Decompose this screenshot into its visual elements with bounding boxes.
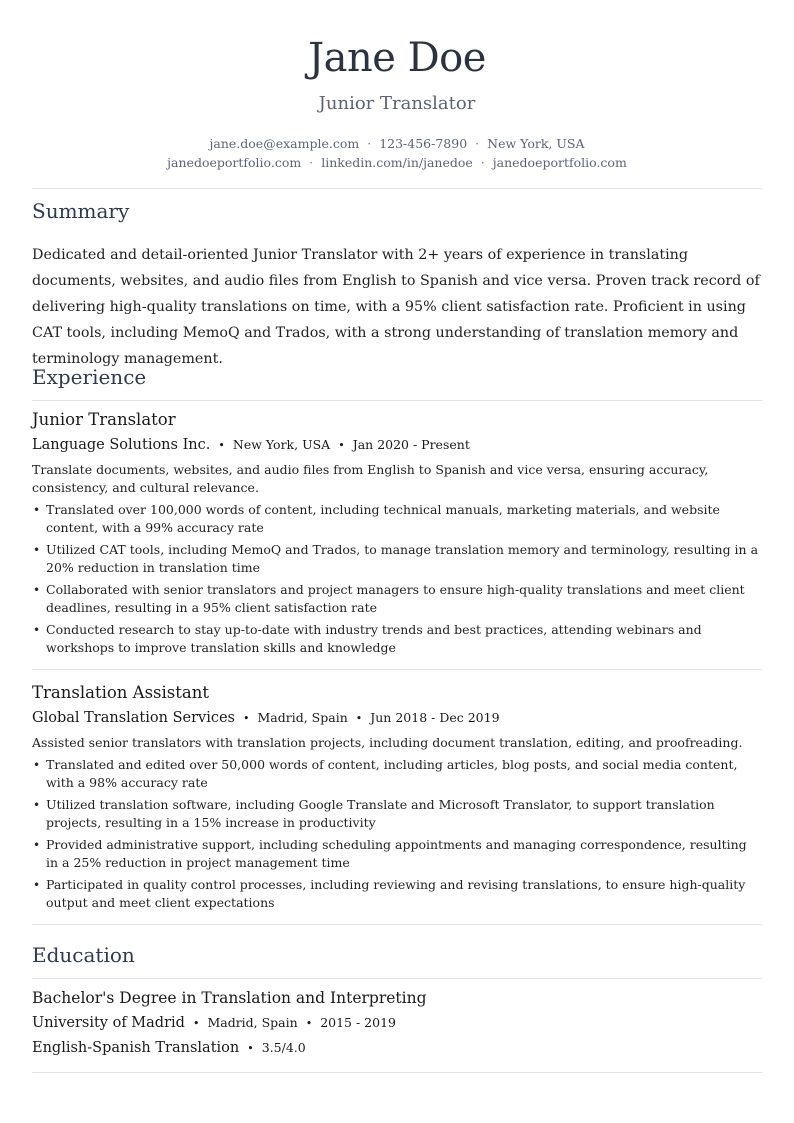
contact-line-secondary (32, 155, 762, 171)
company-name: Language Solutions Inc. (32, 437, 211, 453)
contact-separator: · (309, 155, 314, 170)
achievement-item: • Utilized translation software, including Google Translate and Microsoft Translator, to support translation projects, resulting in a 15% increase in productivity (33, 797, 715, 830)
contact-separator: · (480, 155, 485, 170)
email-link[interactable]: jane.doe@example.com (209, 136, 360, 151)
divider (32, 188, 762, 189)
meta-separator: • (305, 1017, 313, 1030)
achievement-item: • Collaborated with senior translators and project managers to ensure high-quality translations and meet client deadlines, resulting in a 95% client satisfaction rate (33, 582, 745, 615)
phone-number[interactable]: 123-456-7890 (379, 136, 468, 151)
meta-separator: • (355, 712, 363, 725)
achievement-item: • Utilized CAT tools, including MemoQ and Trados, to manage translation memory and terminology, resulting in a 20% reduction in translation time (33, 542, 759, 575)
achievement-item: • Provided administrative support, including scheduling appointments and managing correspondence, resulting in a 25% reduction in project management time (33, 837, 747, 870)
meta-separator: • (218, 439, 225, 452)
bullet-icon: • (33, 503, 41, 517)
meta-separator: • (338, 439, 345, 452)
meta-separator: • (247, 1042, 254, 1055)
linkedin-link[interactable]: linkedin.com/in/janedoe (321, 155, 473, 170)
job-location: Madrid, Spain (257, 710, 348, 725)
location: New York, USA (487, 136, 585, 151)
experience-heading: Experience (32, 365, 147, 389)
contact-line-primary (32, 136, 762, 152)
education-meta (32, 1015, 762, 1031)
achievement-item: • Translated over 100,000 words of content, including technical manuals, marketing materials, and website content, with a 99% accuracy rate (33, 502, 720, 535)
divider (32, 1072, 762, 1073)
bullet-icon: • (33, 798, 41, 812)
divider (32, 978, 762, 979)
portfolio-link-secondary[interactable]: janedoeportfolio.com (492, 155, 627, 170)
company-name: Global Translation Services (32, 710, 235, 726)
bullet-icon: • (33, 878, 41, 892)
summary-text: Dedicated and detail-oriented Junior Translator with 2+ years of experience in translating documents, websites, and audio files from English to Spanish and vice versa. Proven track record of delivering high-quality translations on time, with a 95% client satisfaction rate. Proficient in using CAT tools, including MemoQ and Trados, with a strong understanding of translation memory and terminology management. (32, 247, 760, 367)
divider (32, 924, 762, 925)
job-meta (32, 437, 762, 453)
job-description: Translate documents, websites, and audio files from English to Spanish and vice versa, ensuring accuracy, consistency, and cultural relevance. (32, 462, 709, 495)
education-years: 2015 - 2019 (320, 1015, 396, 1030)
job-title: Junior Translator (32, 410, 176, 429)
job-description: Assisted senior translators with translation projects, including document translation, editing, and proofreading. (32, 735, 743, 750)
field-of-study: English-Spanish Translation (32, 1040, 240, 1056)
achievement-item: • Conducted research to stay up-to-date with industry trends and best practices, attending webinars and workshops to improve translation skills and knowledge (33, 622, 702, 655)
education-heading: Education (32, 943, 135, 967)
job-dates: Jan 2020 - Present (352, 437, 470, 452)
bullet-icon: • (33, 758, 41, 772)
candidate-name: Jane Doe (308, 35, 486, 81)
job-achievements (32, 756, 762, 916)
bullet-icon: • (33, 838, 41, 852)
job-achievements (32, 501, 762, 661)
divider (32, 400, 762, 401)
job-meta (32, 710, 762, 726)
bullet-icon: • (33, 583, 41, 597)
job-location: New York, USA (232, 437, 331, 452)
bullet-icon: • (33, 623, 41, 637)
summary-heading: Summary (32, 199, 130, 223)
contact-separator: · (367, 136, 372, 151)
achievement-item: • Participated in quality control processes, including reviewing and revising translations, to ensure high-quality output and meet client expectations (33, 877, 746, 910)
meta-separator: • (243, 712, 250, 725)
contact-separator: · (475, 136, 480, 151)
bullet-icon: • (33, 543, 41, 557)
school-name: University of Madrid (32, 1015, 185, 1031)
education-detail (32, 1040, 762, 1056)
degree-title: Bachelor's Degree in Translation and Interpreting (32, 989, 427, 1007)
meta-separator: • (192, 1017, 200, 1030)
job-title: Translation Assistant (32, 683, 209, 702)
gpa: 3.5/4.0 (261, 1040, 306, 1055)
job-dates: Jun 2018 - Dec 2019 (370, 710, 500, 725)
achievement-item: • Translated and edited over 50,000 words of content, including articles, blog posts, and social media content, with a 98% accuracy rate (33, 757, 738, 790)
school-location: Madrid, Spain (207, 1015, 298, 1030)
candidate-title: Junior Translator (318, 93, 476, 114)
portfolio-link[interactable]: janedoeportfolio.com (167, 155, 302, 170)
divider (32, 669, 762, 670)
